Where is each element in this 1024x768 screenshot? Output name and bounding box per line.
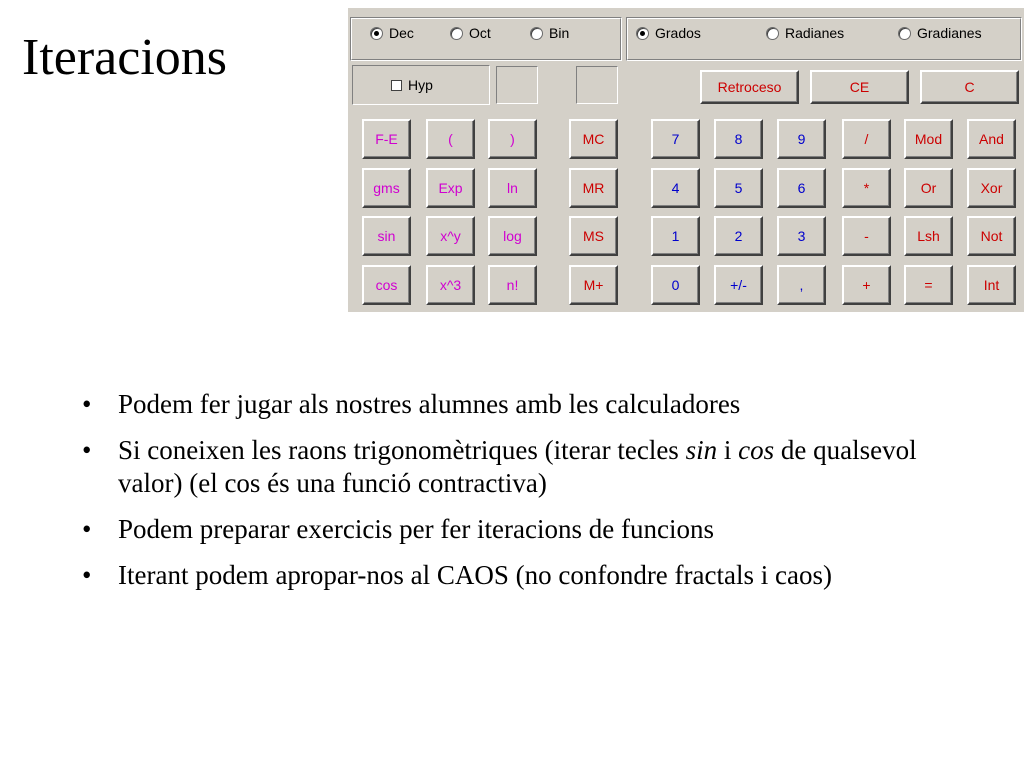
sin-word: sin: [685, 435, 718, 465]
bullet-text-calculators: Podem fer jugar als nostres alumnes amb les calculadores: [118, 389, 741, 419]
calc-key-1-3[interactable]: MR: [569, 168, 618, 208]
bullet-list: [82, 388, 982, 605]
checkbox-icon: [391, 80, 402, 91]
calc-key-1-6[interactable]: 6: [777, 168, 826, 208]
radio-oct-label: Oct: [469, 25, 491, 41]
calc-key-3-9[interactable]: Int: [967, 265, 1016, 305]
calc-key-2-3[interactable]: MS: [569, 216, 618, 256]
radio-grados[interactable]: [636, 25, 701, 41]
radio-dec[interactable]: [370, 25, 414, 41]
calc-key-1-4[interactable]: 4: [651, 168, 700, 208]
slide-title: Iteracions: [22, 29, 228, 86]
calc-key-1-8[interactable]: Or: [904, 168, 953, 208]
radio-selected-icon: [370, 27, 383, 40]
calc-key-2-1[interactable]: x^y: [426, 216, 475, 256]
calc-key-3-6[interactable]: ,: [777, 265, 826, 305]
bullet-text-trig: Si coneixen les raons trigonomètriques (iterar tecles: [118, 435, 686, 465]
radio-unselected-icon: [766, 27, 779, 40]
bullet-item: [82, 513, 982, 546]
radio-bin[interactable]: [530, 25, 569, 41]
hyp-label: Hyp: [408, 77, 433, 93]
radio-gradianes-label: Gradianes: [917, 25, 982, 41]
radio-unselected-icon: [530, 27, 543, 40]
hyp-checkbox[interactable]: [352, 65, 490, 105]
calc-key-3-1[interactable]: x^3: [426, 265, 475, 305]
clear-button[interactable]: C: [920, 70, 1019, 104]
calc-key-2-5[interactable]: 2: [714, 216, 763, 256]
calc-key-0-0[interactable]: F-E: [362, 119, 411, 159]
calc-key-2-6[interactable]: 3: [777, 216, 826, 256]
calc-key-3-7[interactable]: +: [842, 265, 891, 305]
radio-unselected-icon: [898, 27, 911, 40]
calculator-window: [348, 8, 1024, 312]
calc-key-0-2[interactable]: ): [488, 119, 537, 159]
calc-key-0-7[interactable]: /: [842, 119, 891, 159]
calc-key-1-0[interactable]: gms: [362, 168, 411, 208]
calc-key-3-8[interactable]: =: [904, 265, 953, 305]
radio-selected-icon: [636, 27, 649, 40]
clear-entry-button[interactable]: CE: [810, 70, 909, 104]
radio-grados-label: Grados: [655, 25, 701, 41]
cos-word: cos: [738, 435, 775, 465]
radio-dec-label: Dec: [389, 25, 414, 41]
radio-gradianes[interactable]: [898, 25, 982, 41]
calc-key-0-8[interactable]: Mod: [904, 119, 953, 159]
calc-key-2-2[interactable]: log: [488, 216, 537, 256]
calc-key-1-1[interactable]: Exp: [426, 168, 475, 208]
bullet-text-exercises: Podem preparar exercicis per fer iteracions de funcions: [118, 514, 714, 544]
calc-key-2-0[interactable]: sin: [362, 216, 411, 256]
calc-key-1-7[interactable]: *: [842, 168, 891, 208]
calc-key-1-9[interactable]: Xor: [967, 168, 1016, 208]
bullet-item: [82, 434, 982, 500]
calc-key-0-6[interactable]: 9: [777, 119, 826, 159]
radio-radianes-label: Radianes: [785, 25, 845, 41]
memory-indicator: [496, 66, 538, 104]
calc-key-1-2[interactable]: ln: [488, 168, 537, 208]
calc-key-3-3[interactable]: M+: [569, 265, 618, 305]
radio-radianes[interactable]: [766, 25, 844, 41]
calc-key-3-2[interactable]: n!: [488, 265, 537, 305]
calc-key-0-1[interactable]: (: [426, 119, 475, 159]
calc-key-0-4[interactable]: 7: [651, 119, 700, 159]
calc-key-1-5[interactable]: 5: [714, 168, 763, 208]
calc-key-2-9[interactable]: Not: [967, 216, 1016, 256]
calc-key-2-4[interactable]: 1: [651, 216, 700, 256]
calc-key-0-5[interactable]: 8: [714, 119, 763, 159]
calc-key-3-0[interactable]: cos: [362, 265, 411, 305]
calc-key-0-9[interactable]: And: [967, 119, 1016, 159]
bullet-text-and: i: [717, 435, 739, 465]
calc-key-3-5[interactable]: +/-: [714, 265, 763, 305]
radio-bin-label: Bin: [549, 25, 570, 41]
calc-key-2-8[interactable]: Lsh: [904, 216, 953, 256]
calc-key-2-7[interactable]: -: [842, 216, 891, 256]
calc-key-3-4[interactable]: 0: [651, 265, 700, 305]
radio-oct[interactable]: [450, 25, 491, 41]
bullet-item: [82, 559, 982, 592]
calc-key-0-3[interactable]: MC: [569, 119, 618, 159]
bullet-item: [82, 388, 982, 421]
bullet-text-contractive: de qualsevol valor) (el cos és una funció contractiva): [118, 435, 917, 498]
bullet-text-chaos: Iterant podem apropar-nos al CAOS (no confondre fractals i caos): [118, 560, 832, 590]
parenthesis-indicator: [576, 66, 618, 104]
radio-unselected-icon: [450, 27, 463, 40]
backspace-button[interactable]: Retroceso: [700, 70, 799, 104]
